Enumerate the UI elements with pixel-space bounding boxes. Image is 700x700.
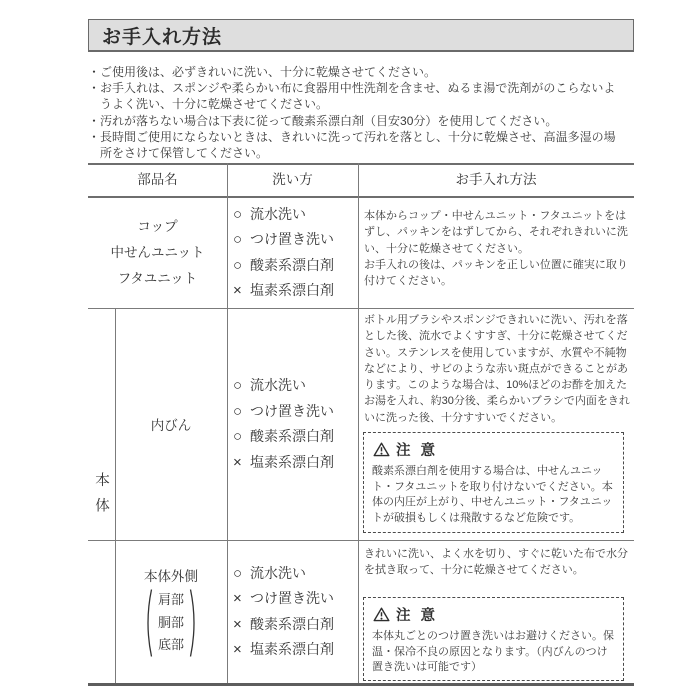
wash-method-label: 塩素系漂白剤 (250, 641, 334, 657)
section-title-box (88, 19, 634, 52)
part-name-line: 中せんユニット (110, 244, 205, 260)
wash-method-label: 塩素系漂白剤 (250, 282, 334, 298)
column-header-care: お手入れ方法 (455, 172, 537, 187)
care-paragraph: 本体からコップ・中せんユニット・フタユニットをはずし、パッキンをはずしてから、それぞれきれいに洗い、十分に乾燥させてください。 (364, 210, 628, 255)
wash-method-item (233, 450, 334, 476)
caution-title: 注 意 (396, 443, 439, 459)
caution-box (363, 432, 624, 533)
circle-mark: ○ (233, 205, 243, 223)
cross-mark: × (233, 641, 242, 658)
care-instructions-cell (364, 546, 632, 579)
wash-method-item (233, 586, 334, 612)
caution-header (373, 604, 616, 625)
part-name-cell (115, 308, 227, 540)
wash-method-item (233, 373, 306, 399)
part-sub-group (143, 588, 199, 658)
wash-method-item (233, 399, 334, 425)
part-name-line: コップ (137, 218, 178, 234)
care-instructions-cell (364, 208, 630, 289)
wash-method-label: 流水洗い (250, 564, 306, 581)
care-instructions-cell (364, 312, 632, 426)
circle-mark: ○ (233, 402, 243, 420)
column-header-washing: 洗い方 (272, 172, 313, 187)
circle-mark: ○ (233, 564, 243, 582)
group-label-body: 本体 (93, 471, 109, 523)
caution-box (363, 597, 624, 681)
part-sub-line: 肩部 (157, 592, 184, 608)
wash-method-item (233, 202, 306, 228)
washing-methods-cell (233, 308, 357, 540)
care-paragraph: きれいに洗い、よく水を切り、すぐに乾いた布で水分を拭き取って、十分に乾燥させてください。 (364, 548, 628, 577)
wash-method-label: 流水洗い (250, 377, 306, 393)
circle-mark: ○ (233, 231, 243, 248)
wash-method-item (233, 424, 334, 450)
part-sub-line: 胴部 (157, 614, 184, 630)
part-sub-line: 底部 (157, 637, 184, 653)
paren-left (143, 588, 153, 658)
note-item: ・ お手入れは、スポンジや柔らかい布に食器用中性洗剤を含ませ、ぬるま湯で洗剤がのこらないようよく洗い、十分に乾燥させてください。 (88, 80, 625, 112)
wash-method-label: 酸素系漂白剤 (250, 256, 334, 273)
column-divider (227, 163, 228, 683)
circle-mark: ○ (233, 377, 243, 394)
note-item: ・ 長時間ご使用にならないときは、きれいに洗って汚れを落とし、十分に乾燥させ、高温多湿の場所をさけて保管してください。 (88, 129, 625, 161)
cross-mark: × (233, 615, 242, 633)
care-paragraph: ボトル用ブラシやスポンジできれいに洗い、汚れを落とした後、流水でよくすすぎ、十分に乾燥させてください。ステンレスを使用していますが、水質や不純物などにより、サビのような赤い斑点ができることがあります。このような場合は、10%ほどのお酢を加えたお湯を入れ、約30分後、柔らかいブラシで内面をきれいに洗った後、十分すすいでください。 (364, 314, 630, 424)
wash-method-label: つけ置き洗い (250, 402, 334, 419)
warning-icon (373, 442, 390, 457)
wash-method-label: つけ置き洗い (250, 590, 334, 606)
care-paragraph: お手入れの後は、パッキンを正しい位置に確実に取り付けてください。 (364, 258, 628, 288)
caution-text: 酸素系漂白剤を使用する場合は、中せんユニット・フタユニットを取り付けないでください。本体の内圧が上がり、中せんユニット・フタユニットが破損もしくは飛散するなど危険です。 (372, 465, 613, 524)
part-name-line: フタユニット (117, 270, 198, 286)
caution-title: 注 意 (396, 608, 439, 624)
circle-mark: ○ (233, 428, 243, 445)
circle-mark: ○ (233, 256, 243, 274)
part-name-line: 内びん (150, 418, 192, 433)
part-sub-lines (158, 589, 184, 657)
wash-method-label: 酸素系漂白剤 (250, 615, 334, 632)
care-notes (88, 64, 625, 161)
warning-icon (373, 607, 390, 622)
wash-method-label: つけ置き洗い (250, 231, 334, 247)
caution-text: 本体丸ごとのつけ置き洗いはお避けください。保温・保冷不良の原因となります。（内びんのつけ置き洗いは可能です） (372, 630, 614, 673)
wash-method-item (233, 612, 334, 638)
part-name-line: 本体外側 (144, 569, 198, 584)
wash-method-label: 流水洗い (250, 205, 306, 222)
wash-method-label: 酸素系漂白剤 (250, 428, 334, 444)
caution-header (373, 439, 616, 460)
washing-methods-cell (233, 540, 357, 683)
page-title: お手入れ方法 (102, 26, 223, 48)
wash-method-item (233, 278, 334, 304)
table-border-bottom (88, 683, 634, 686)
part-name-cell (88, 197, 227, 308)
part-name-cell (115, 540, 227, 683)
wash-method-label: 塩素系漂白剤 (250, 453, 334, 470)
cross-mark: × (233, 282, 242, 299)
cross-mark: × (233, 590, 242, 607)
washing-methods-cell (233, 197, 357, 308)
note-item: ・ 汚れが落ちない場合は下表に従って酸素系漂白剤（目安30分）を使用してください。 (88, 113, 625, 129)
paren-right (189, 588, 199, 658)
column-header-part: 部品名 (137, 172, 178, 187)
wash-method-item (233, 227, 334, 253)
column-divider (358, 163, 359, 683)
cross-mark: × (233, 453, 242, 471)
wash-method-item (233, 253, 334, 279)
wash-method-item (233, 561, 306, 587)
wash-method-item (233, 637, 334, 663)
note-item: ・ ご使用後は、必ずきれいに洗い、十分に乾燥させてください。 (88, 64, 625, 80)
